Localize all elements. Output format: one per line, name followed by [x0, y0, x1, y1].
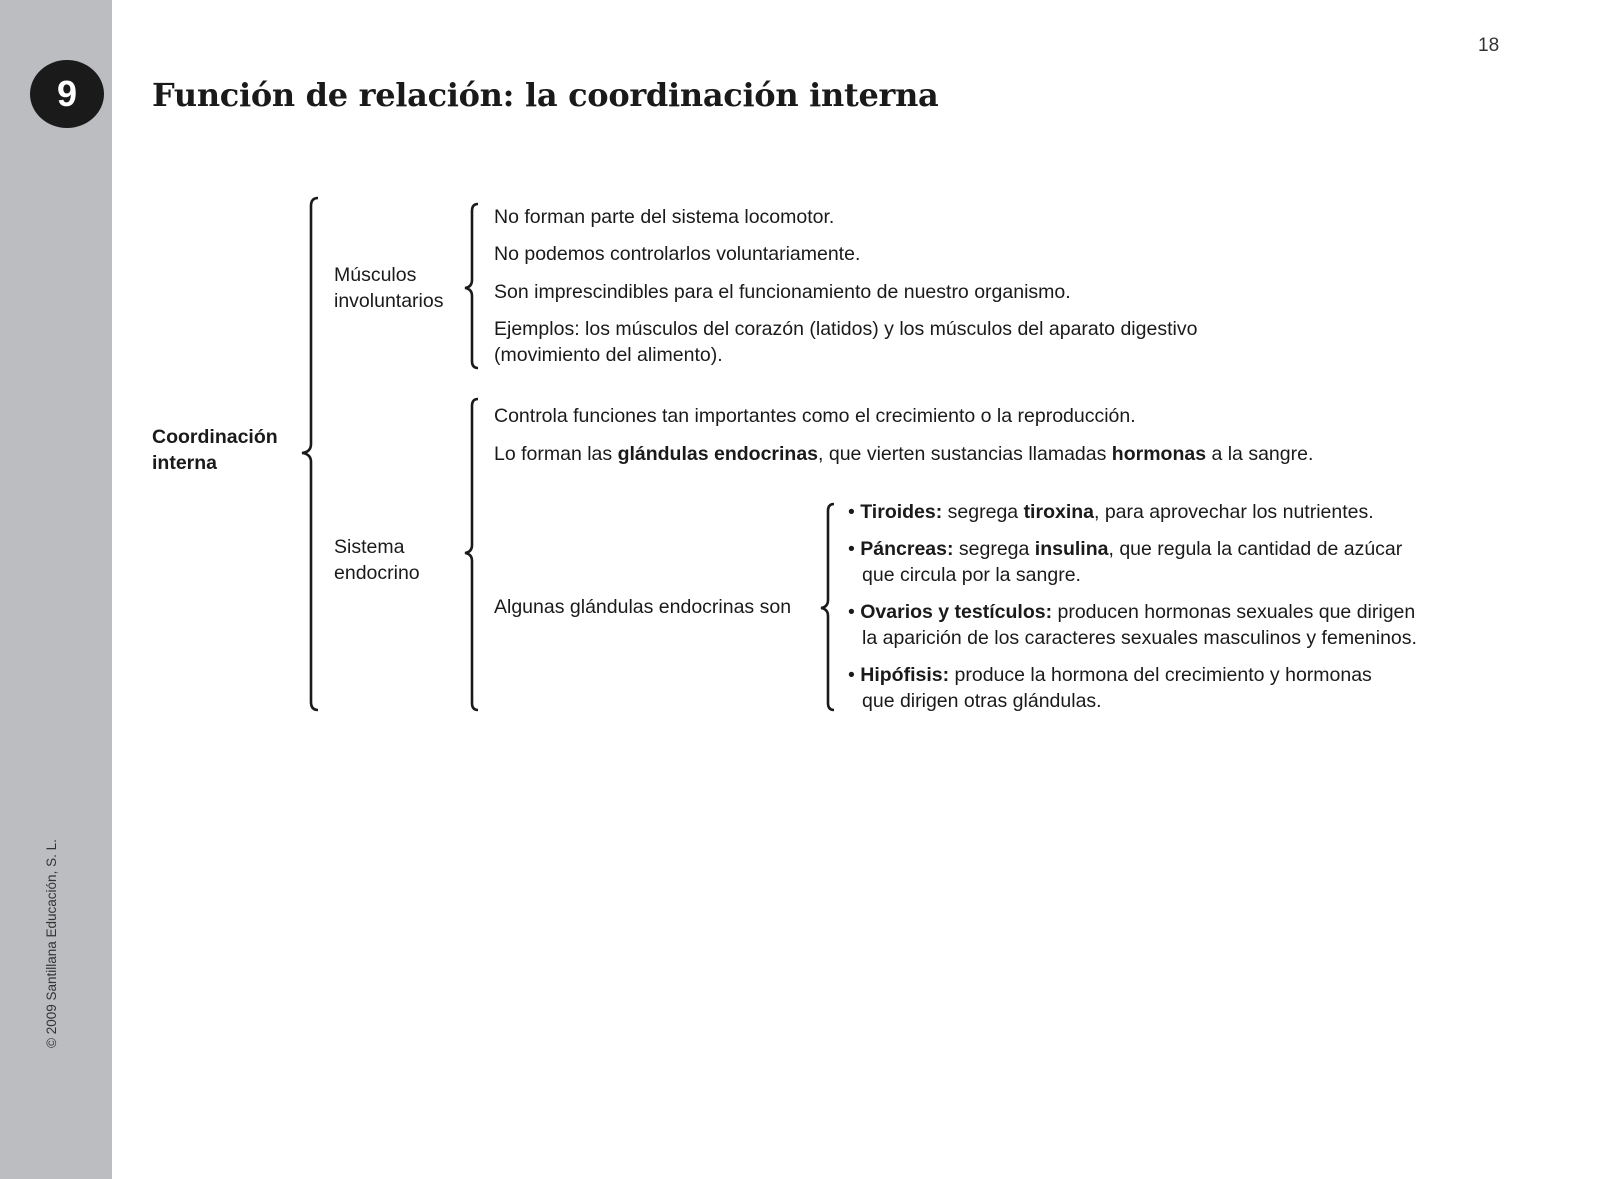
chapter-badge: 9: [30, 60, 104, 128]
hormone-name: tiroxina: [1023, 501, 1094, 523]
brace-endocrino: [465, 399, 478, 710]
text-bold: hormonas: [1111, 443, 1207, 465]
hormone-name: insulina: [1034, 538, 1109, 560]
gland-item-line2: la aparición de los caracteres sexuales masculinos y femeninos.: [862, 627, 1417, 649]
musculos-item: Son imprescindibles para el funcionamiento de nuestro organismo.: [494, 281, 1071, 303]
endocrino-item: [494, 441, 1313, 467]
endocrino-label-2: endocrino: [334, 562, 420, 584]
musculos-item: (movimiento del alimento).: [494, 344, 723, 366]
gland-item-line2: que dirigen otras glándulas.: [862, 690, 1102, 712]
endocrino-item: Controla funciones tan importantes como el crecimiento o la reproducción.: [494, 405, 1136, 427]
gland-item: [848, 499, 1374, 525]
bullet: •: [848, 664, 855, 686]
text: , para aprovechar los nutrientes.: [1094, 501, 1374, 523]
text: segrega: [942, 501, 1024, 523]
musculos-label-2: involuntarios: [334, 290, 444, 312]
gland-name: Ovarios y testículos:: [860, 601, 1053, 623]
text: a la sangre.: [1206, 443, 1314, 465]
page-number: 18: [1478, 35, 1500, 56]
brace-root: [302, 198, 318, 710]
text: produce la hormona del crecimiento y hormonas: [949, 664, 1372, 686]
gland-item: [848, 536, 1402, 562]
bullet: •: [848, 601, 855, 623]
musculos-item: No podemos controlarlos voluntariamente.: [494, 243, 861, 265]
bullet: •: [848, 538, 855, 560]
text: producen hormonas sexuales que dirigen: [1052, 601, 1416, 623]
text: , que vierten sustancias llamadas: [818, 443, 1112, 465]
musculos-label-1: Músculos: [334, 264, 417, 286]
text: Lo forman las: [494, 443, 618, 465]
gland-item-line2: que circula por la sangre.: [862, 564, 1081, 586]
brace-musculos: [465, 204, 478, 368]
copyright: © 2009 Santillana Educación, S. L.: [44, 839, 59, 1048]
root-label-2: interna: [152, 452, 218, 474]
text: segrega: [953, 538, 1035, 560]
gland-item: [848, 662, 1372, 688]
gland-name: Hipófisis:: [860, 664, 950, 686]
musculos-item: No forman parte del sistema locomotor.: [494, 206, 835, 228]
bullet: •: [848, 501, 855, 523]
glands-intro: Algunas glándulas endocrinas son: [494, 596, 792, 618]
brace-glands: [821, 504, 834, 710]
gland-name: Tiroides:: [860, 501, 943, 523]
page-title: Función de relación: la coordinación interna: [152, 76, 939, 114]
endocrino-label-1: Sistema: [334, 536, 405, 558]
text: , que regula la cantidad de azúcar: [1108, 538, 1403, 560]
gland-item: [848, 599, 1415, 625]
gland-name: Páncreas:: [860, 538, 954, 560]
root-label-1: Coordinación: [152, 426, 278, 448]
text-bold: glándulas endocrinas: [617, 443, 819, 465]
musculos-item: Ejemplos: los músculos del corazón (latidos) y los músculos del aparato digestivo: [494, 318, 1198, 340]
